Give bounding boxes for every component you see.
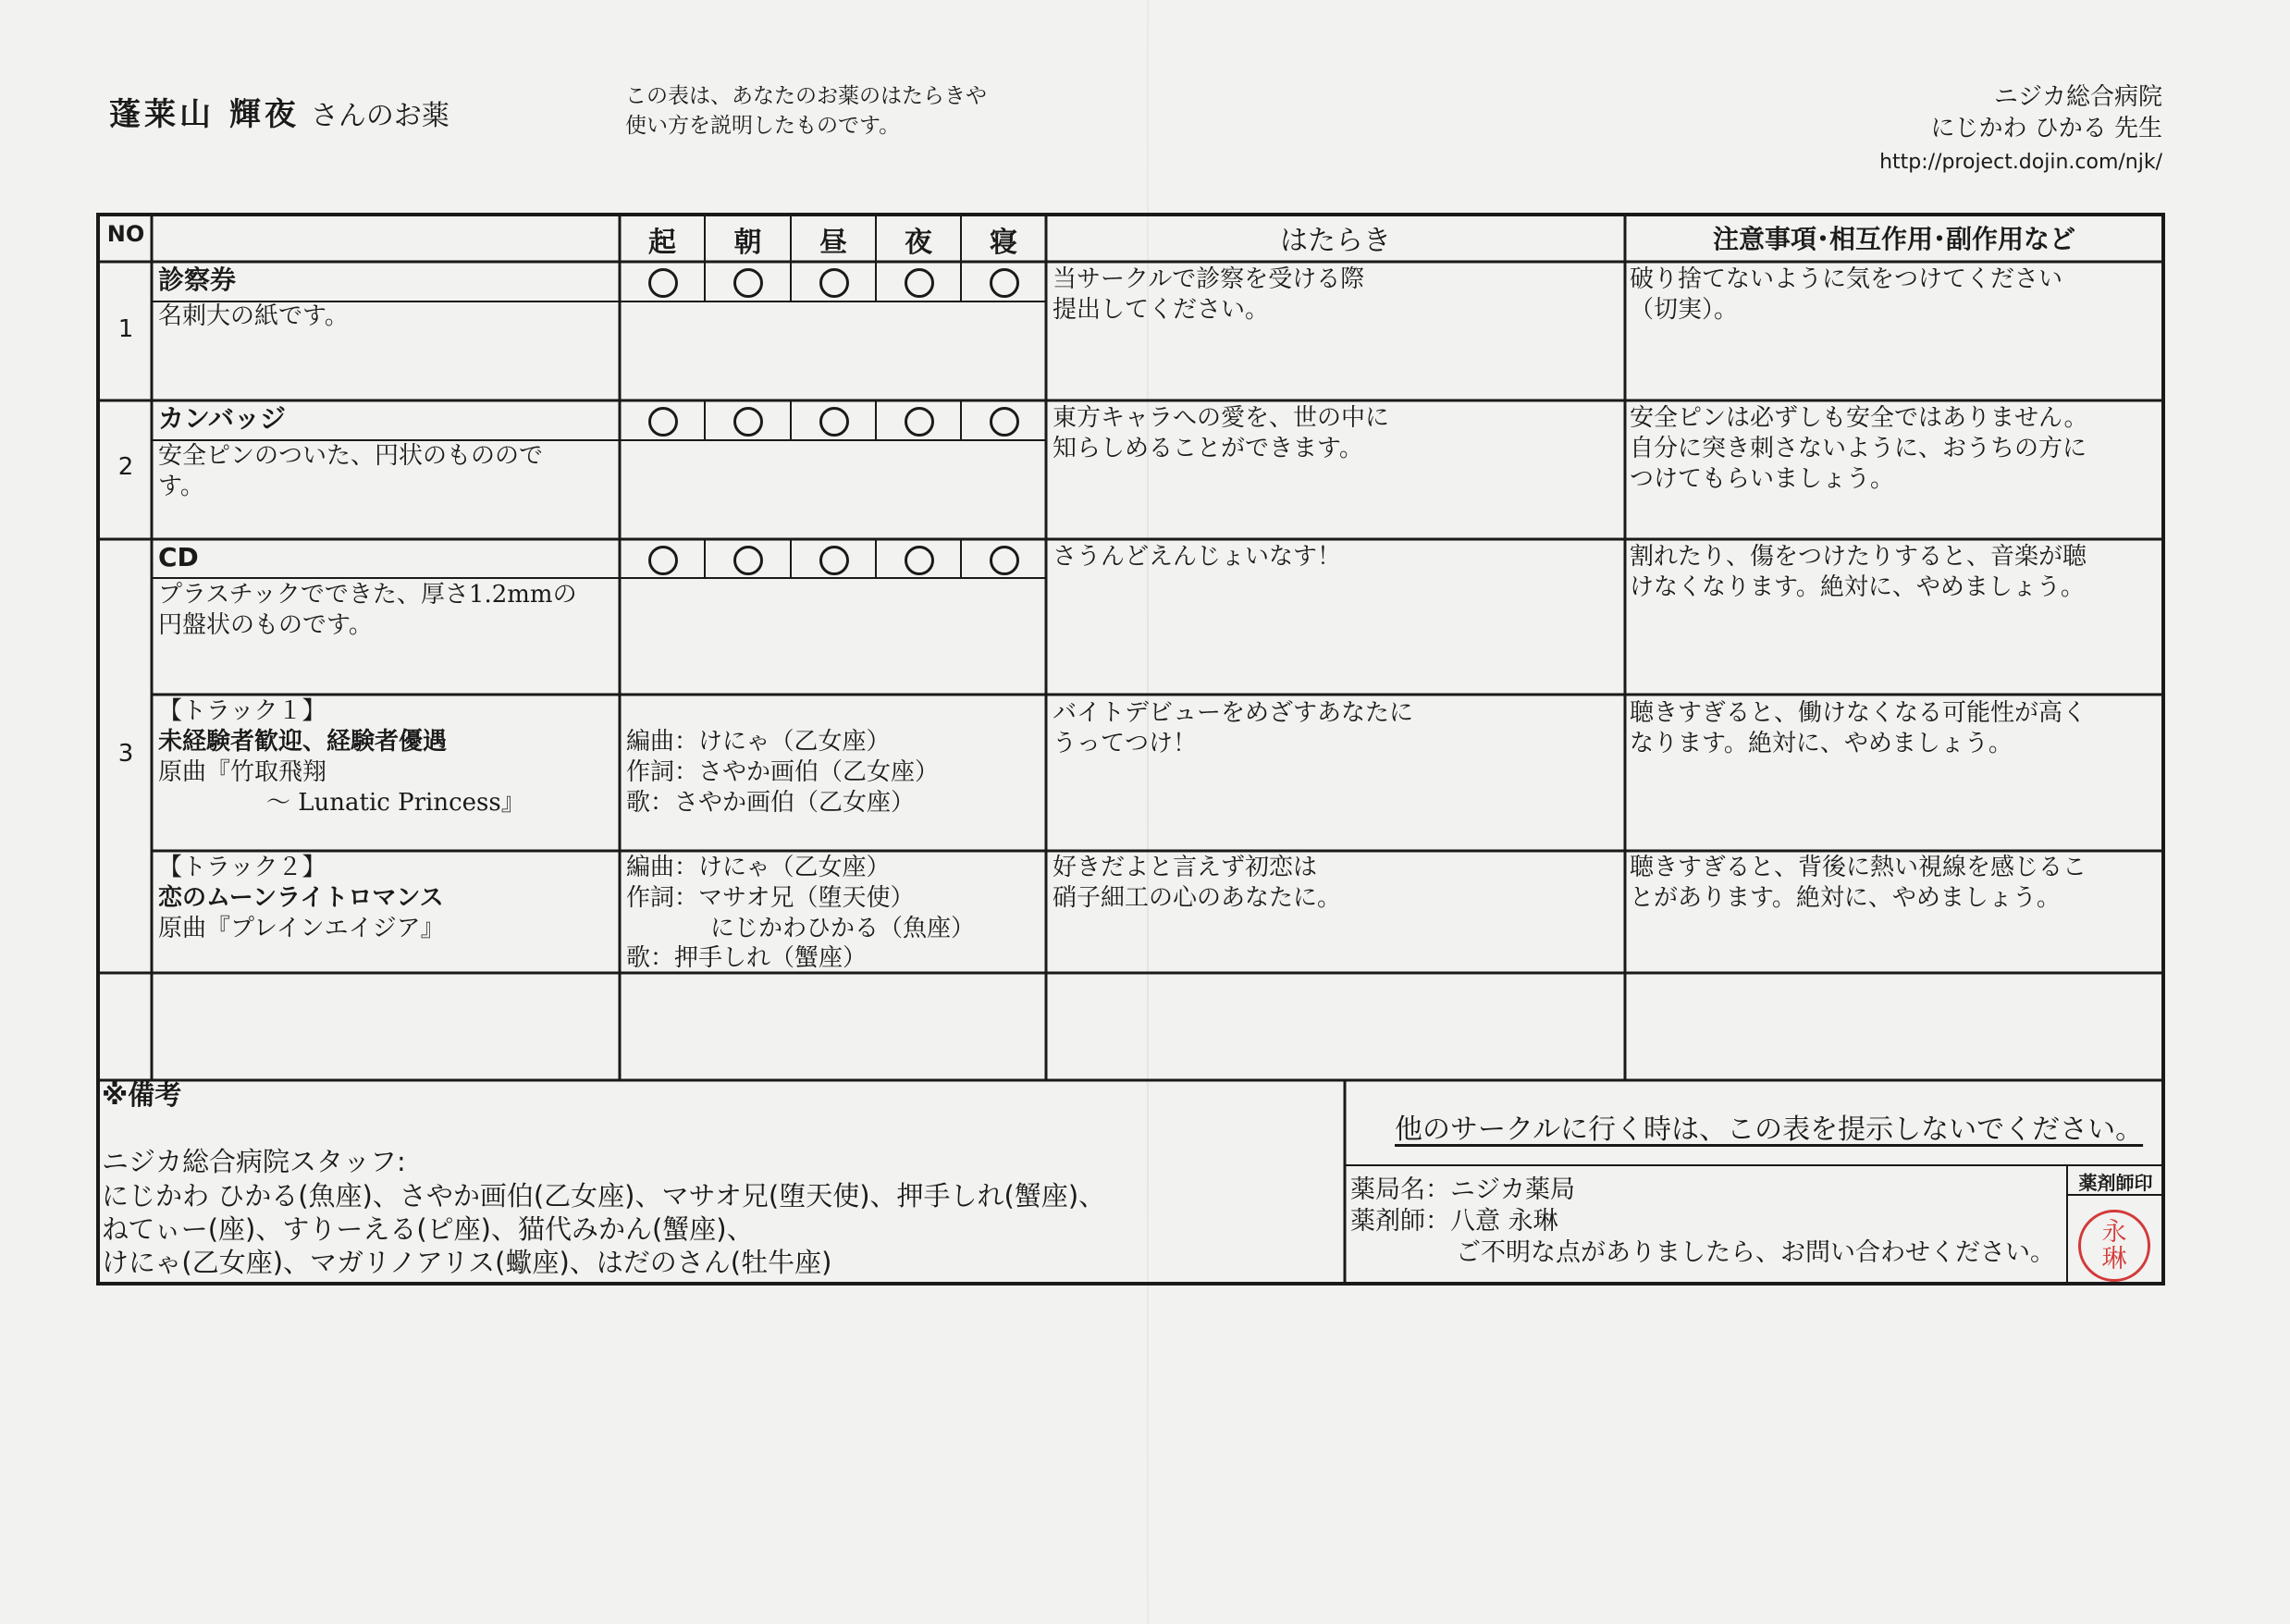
track-2-vocal: 歌：押手しれ（蟹座）	[626, 944, 868, 972]
note-2-line-1: 安全ピンは必ずしも安全ではありません。	[1630, 404, 2088, 432]
track-2-effect-line-1: 好きだよと言えず初恋は	[1053, 854, 1318, 881]
contact-note: ご不明な点がありましたら、お問い合わせください。	[1456, 1238, 2055, 1267]
effect-1-line-1: 当サークルで診察を受ける際	[1053, 265, 1365, 293]
track-2-note-line-1: 聴きすぎると、背後に熱い視線を感じるこ	[1630, 854, 2087, 881]
medicine-desc-2-line-2: す。	[158, 473, 204, 500]
track-1-original-line-1: 原曲『竹取飛翔	[158, 758, 327, 786]
intro-line-2: 使い方を説明したものです。	[625, 114, 901, 138]
intro-line-1: この表は、あなたのお薬のはたらきや	[625, 84, 987, 108]
track-1-effect-line-2: うってつけ！	[1053, 730, 1198, 757]
track-2-label: 【トラック２】	[158, 854, 326, 881]
hospital-name: ニジカ総合病院	[1993, 83, 2162, 111]
effect-3-line-1: さうんどえんじょいなす！	[1053, 543, 1342, 571]
col-header-notes: 注意事項･相互作用･副作用など	[1712, 224, 2075, 254]
seal-char-1: 永	[2101, 1218, 2127, 1247]
track-1-lyricist: 作詞：さやか画伯（乙女座）	[626, 758, 940, 786]
track-2-lyricist-2: にじかわひかる（魚座）	[710, 915, 976, 942]
medicine-desc-2-line-1: 安全ピンのついた、円状のものので	[158, 442, 544, 470]
track-1-label: 【トラック１】	[158, 697, 326, 725]
medicine-name-3: CD	[158, 542, 199, 572]
effect-2-line-2: 知らしめることができます。	[1053, 435, 1363, 462]
dose-circle	[733, 268, 763, 298]
track-2-original: 原曲『プレインエイジア』	[158, 915, 445, 942]
pharmacist-name: 薬剤師：八意 永琳	[1350, 1207, 1558, 1236]
remarks-title: ※備考	[102, 1079, 182, 1111]
warning-text: 他のサークルに行く時は、この表を提示しないでください。	[1395, 1113, 2144, 1146]
col-header-no: NO	[106, 221, 145, 247]
medicine-desc-3-line-1: プラスチックでできた、厚さ1.2mmの	[158, 581, 577, 609]
dose-circle	[990, 268, 1019, 298]
patient-name: 蓬莱山 輝夜 さんのお薬	[109, 96, 449, 133]
dose-circle	[990, 407, 1019, 437]
note-1-line-1: 破り捨てないように気をつけてください	[1630, 265, 2063, 293]
col-header-time-5: 寝	[990, 227, 1017, 259]
hospital-info	[1879, 81, 2162, 181]
track-2-title: 恋のムーンライトロマンス	[158, 884, 444, 912]
dose-circle	[819, 407, 849, 437]
pharmacist-seal	[2078, 1210, 2150, 1282]
row-number-1: 1	[117, 315, 134, 343]
track-1-original-line-2: ～ Lunatic Princess』	[266, 789, 525, 817]
intro-text	[625, 81, 987, 141]
pharmacy-name: 薬局名：ニジカ薬局	[1350, 1175, 1575, 1204]
effect-1-line-2: 提出してください。	[1053, 296, 1270, 324]
dose-circle	[905, 546, 934, 575]
col-header-time-4: 夜	[905, 227, 932, 259]
row-number-2: 2	[117, 453, 134, 481]
note-1-line-2: （切実）。	[1630, 296, 1739, 324]
track-1-effect-line-1: バイトデビューをめざすあなたに	[1053, 699, 1414, 727]
dose-circle	[648, 407, 678, 437]
track-2-note-line-2: とがあります。絶対に、やめましょう。	[1630, 884, 2061, 912]
dose-circle	[648, 268, 678, 298]
staff-label: ニジカ総合病院スタッフ:	[102, 1146, 406, 1177]
note-3-line-1: 割れたり、傷をつけたりすると、音楽が聴	[1630, 543, 2087, 571]
dose-circle	[733, 546, 763, 575]
stamp-label: 薬剤師印	[2078, 1172, 2153, 1194]
dose-circle	[905, 268, 934, 298]
col-header-time-2: 朝	[733, 227, 762, 259]
track-2-lyricist: 作詞：マサオ兄（堕天使）	[626, 884, 915, 912]
dose-circle	[905, 407, 934, 437]
dose-circle	[733, 407, 763, 437]
row-number-3: 3	[117, 740, 134, 768]
staff-line-3: けにゃ(乙女座)、マガリノアリス(蠍座)、はだのさん(牡牛座)	[102, 1247, 832, 1278]
dose-circle	[819, 546, 849, 575]
staff-line-2: ねてぃー(座)、すりーえる(ピ座)、猫代みかん(蟹座)、	[102, 1213, 754, 1245]
track-1-vocal: 歌：さやか画伯（乙女座）	[626, 789, 916, 817]
track-1-note-line-1: 聴きすぎると、働けなくなる可能性が高く	[1630, 699, 2087, 727]
dose-circle	[990, 546, 1019, 575]
note-2-line-2: 自分に突き刺さないように、おうちの方に	[1630, 435, 2087, 462]
doctor-name: にじかわ ひかる 先生	[1930, 115, 2162, 142]
track-2-arranger: 編曲：けにゃ（乙女座）	[626, 854, 891, 881]
track-1-note-line-2: なります。絶対に、やめましょう。	[1630, 730, 2013, 757]
track-1-arranger: 編曲：けにゃ（乙女座）	[626, 728, 891, 756]
medicine-desc-1: 名刺大の紙です。	[158, 302, 349, 330]
hospital-url[interactable]: http://project.dojin.com/njk/	[1879, 151, 2162, 174]
track-1-title: 未経験者歓迎、経験者優遇	[158, 728, 448, 756]
note-2-line-3: つけてもらいましょう。	[1630, 465, 1895, 493]
dose-circle	[819, 268, 849, 298]
col-header-time-3: 昼	[819, 227, 847, 259]
note-3-line-2: けなくなります。絶対に、やめましょう。	[1630, 573, 2085, 601]
patient-suffix: さんのお薬	[310, 100, 449, 132]
seal-char-2: 琳	[2101, 1245, 2127, 1273]
medicine-desc-3-line-2: 円盤状のものです。	[158, 611, 373, 639]
col-header-time-1: 起	[648, 227, 676, 259]
col-header-effect: はたらき	[1280, 225, 1391, 257]
medicine-name-2: カンバッジ	[158, 403, 287, 434]
medicine-name-1: 診察券	[158, 265, 237, 295]
staff-line-1: にじかわ ひかる(魚座)、さやか画伯(乙女座)、マサオ兄(堕天使)、押手しれ(蟹座)、	[102, 1180, 1106, 1212]
dose-circle	[648, 546, 678, 575]
effect-2-line-1: 東方キャラへの愛を、世の中に	[1053, 404, 1390, 432]
track-2-effect-line-2: 硝子細工の心のあなたに。	[1053, 884, 1342, 912]
